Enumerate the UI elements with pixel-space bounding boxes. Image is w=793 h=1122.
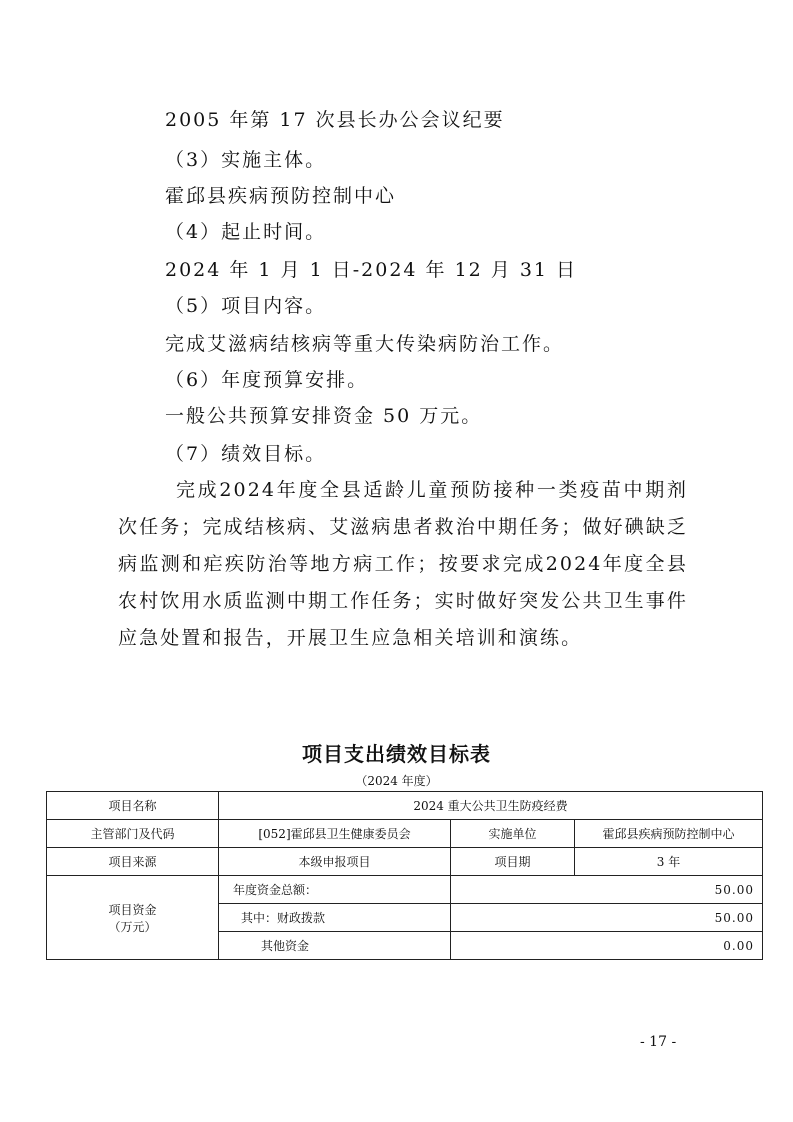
total-label: 年度资金总额： [219,876,451,904]
period-label: 项目期 [451,848,575,876]
dept-label: 主管部门及代码 [47,820,219,848]
performance-table [46,791,763,960]
funds-label: 项目资金 [108,902,157,917]
funds-label-cell [47,876,219,960]
heading-budget: （6）年度预算安排。 [165,369,369,391]
table-year: （2024 年度） [355,774,438,788]
page-number: - 17 - [640,1034,677,1050]
source-label: 项目来源 [47,848,219,876]
source-value: 本级申报项目 [219,848,451,876]
impl-label: 实施单位 [451,820,575,848]
paragraph-meeting-minutes: 2005 年第 17 次县长办公会议纪要 [165,109,505,131]
table-title: 项目支出绩效目标表 [302,742,491,766]
heading-period: （4）起止时间。 [165,221,327,243]
paragraph-content: 完成艾滋病结核病等重大传染病防治工作。 [165,333,565,355]
funds-unit: （万元） [108,919,157,934]
dept-value: [052]霍邱县卫生健康委员会 [219,820,451,848]
table-row [47,848,763,876]
paragraph-target: 完成2024年度全县适龄儿童预防接种一类疫苗中期剂次任务；完成结核病、艾滋病患者救治中期任务；做好碘缺乏病监测和疟疾防治等地方病工作；按要求完成2024年度全县农村饮用水质监测中期工作任务；实时做好突发公共卫生事件应急处置和报告，开展卫生应急相关培训和演练。 [118,479,688,649]
table-row [47,876,763,904]
fiscal-value: 50.00 [451,904,763,932]
project-name-value: 2024 重大公共卫生防疫经费 [219,792,763,820]
impl-value: 霍邱县疾病预防控制中心 [575,820,763,848]
period-value: 3 年 [575,848,763,876]
paragraph-budget: 一般公共预算安排资金 50 万元。 [165,405,483,427]
heading-target: （7）绩效目标。 [165,443,327,465]
paragraph-implementer: 霍邱县疾病预防控制中心 [165,185,397,207]
table-row [47,792,763,820]
paragraph-period: 2024 年 1 月 1 日-2024 年 12 月 31 日 [165,259,578,281]
fiscal-label: 其中：财政拨款 [219,904,451,932]
project-name-label: 项目名称 [47,792,219,820]
other-value: 0.00 [451,932,763,960]
heading-implementer: （3）实施主体。 [165,149,327,171]
table-row [47,820,763,848]
other-label: 其他资金 [219,932,451,960]
total-value: 50.00 [451,876,763,904]
heading-content: （5）项目内容。 [165,295,327,317]
